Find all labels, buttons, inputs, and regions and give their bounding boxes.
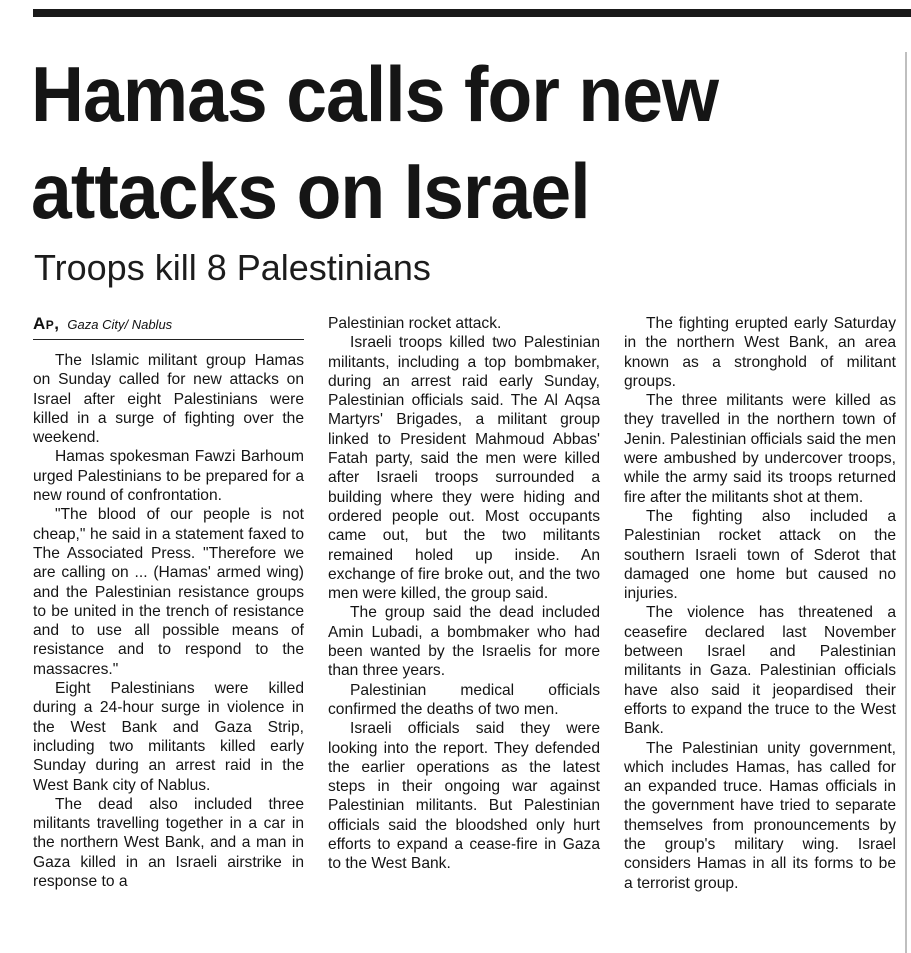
paragraph: "The blood of our people is not cheap," he said in a statement faxed to The Associated Press. "Therefore we are calling on ... (Hamas' armed wing) and the Palestinian resistance groups to be united in the trench of resistance and to use all possible means of resistance and to respond to the massacres."	[33, 506, 304, 678]
page-edge-rule	[905, 52, 907, 953]
paragraph: The group said the dead included Amin Lubadi, a bombmaker who had been wanted by the Israelis for more than three years.	[328, 604, 600, 680]
article-column-3	[624, 314, 896, 893]
paragraph: Palestinian medical officials confirmed the deaths of two men.	[328, 681, 600, 718]
byline	[33, 313, 304, 340]
paragraph: The dead also included three militants travelling together in a car in the northern West Bank, and a man in Gaza killed in an Israeli airstrike in response to a	[33, 795, 304, 891]
article-column-2	[328, 314, 600, 874]
paragraph: Palestinian rocket attack.	[328, 315, 502, 332]
article-column-1	[33, 351, 304, 891]
headline-line-1: Hamas calls for new	[31, 50, 719, 138]
byline-source: Ap,	[33, 314, 60, 333]
paragraph: The fighting erupted early Saturday in the northern West Bank, an area known as a stronghold of militant groups.	[624, 315, 896, 390]
top-rule	[33, 9, 911, 17]
byline-place: Gaza City/ Nablus	[67, 317, 173, 332]
paragraph: The Islamic militant group Hamas on Sunday called for new attacks on Israel after eight Palestinians were killed in a surge of fighting over the weekend.	[33, 352, 304, 447]
paragraph: The violence has threatened a ceasefire declared last November between Israel and Palestinian militants in Gaza. Palestinian officials have also said it jeopardised their efforts to expand the truce to the West Bank.	[624, 604, 896, 738]
paragraph: The Palestinian unity government, which includes Hamas, has called for an expanded truce. Hamas officials in the government have tried to separate themselves from pronouncements by the group's military wing. Israel considers Hamas in all its forms to be a terrorist group.	[624, 739, 896, 892]
paragraph: The fighting also included a Palestinian rocket attack on the southern Israeli town of Sderot that damaged one home but caused no injuries.	[624, 507, 896, 603]
headline-line-2: attacks on Israel	[31, 147, 590, 235]
paragraph: The three militants were killed as they travelled in the northern town of Jenin. Palestinian officials said the men were ambushed by undercover troops, while the army said its troops returned fire after the militants shot at them.	[624, 392, 896, 506]
paragraph: Hamas spokesman Fawzi Barhoum urged Palestinians to be prepared for a new round of confrontation.	[33, 448, 304, 505]
paragraph: Israeli troops killed two Palestinian militants, including a top bombmaker, during an arrest raid early Sunday, Palestinian officials said. The Al Aqsa Martyrs' Brigades, a militant group linked to President Mahmoud Abbas' Fatah party, said the men were killed after Israeli troops surrounded a building where they were hiding and ordered people out. Most occupants came out, but the two militants remained holed up inside. An exchange of fire broke out, and the two men were killed, the group said.	[328, 334, 600, 603]
subheadline: Troops kill 8 Palestinians	[34, 247, 431, 288]
paragraph: Eight Palestinians were killed during a 24-hour surge in violence in the West Bank and Gaza Strip, including two militants killed early Sunday during an arrest raid in the West Bank city of Nablus.	[33, 680, 304, 794]
headline	[31, 46, 839, 240]
paragraph: Israeli officials said they were looking into the report. They defended the earlier operations as the latest steps in their ongoing war against Palestinian militants. But Palestinian officials said the bloodshed only hurt efforts to expand a cease-fire in Gaza to the West Bank.	[328, 720, 600, 873]
